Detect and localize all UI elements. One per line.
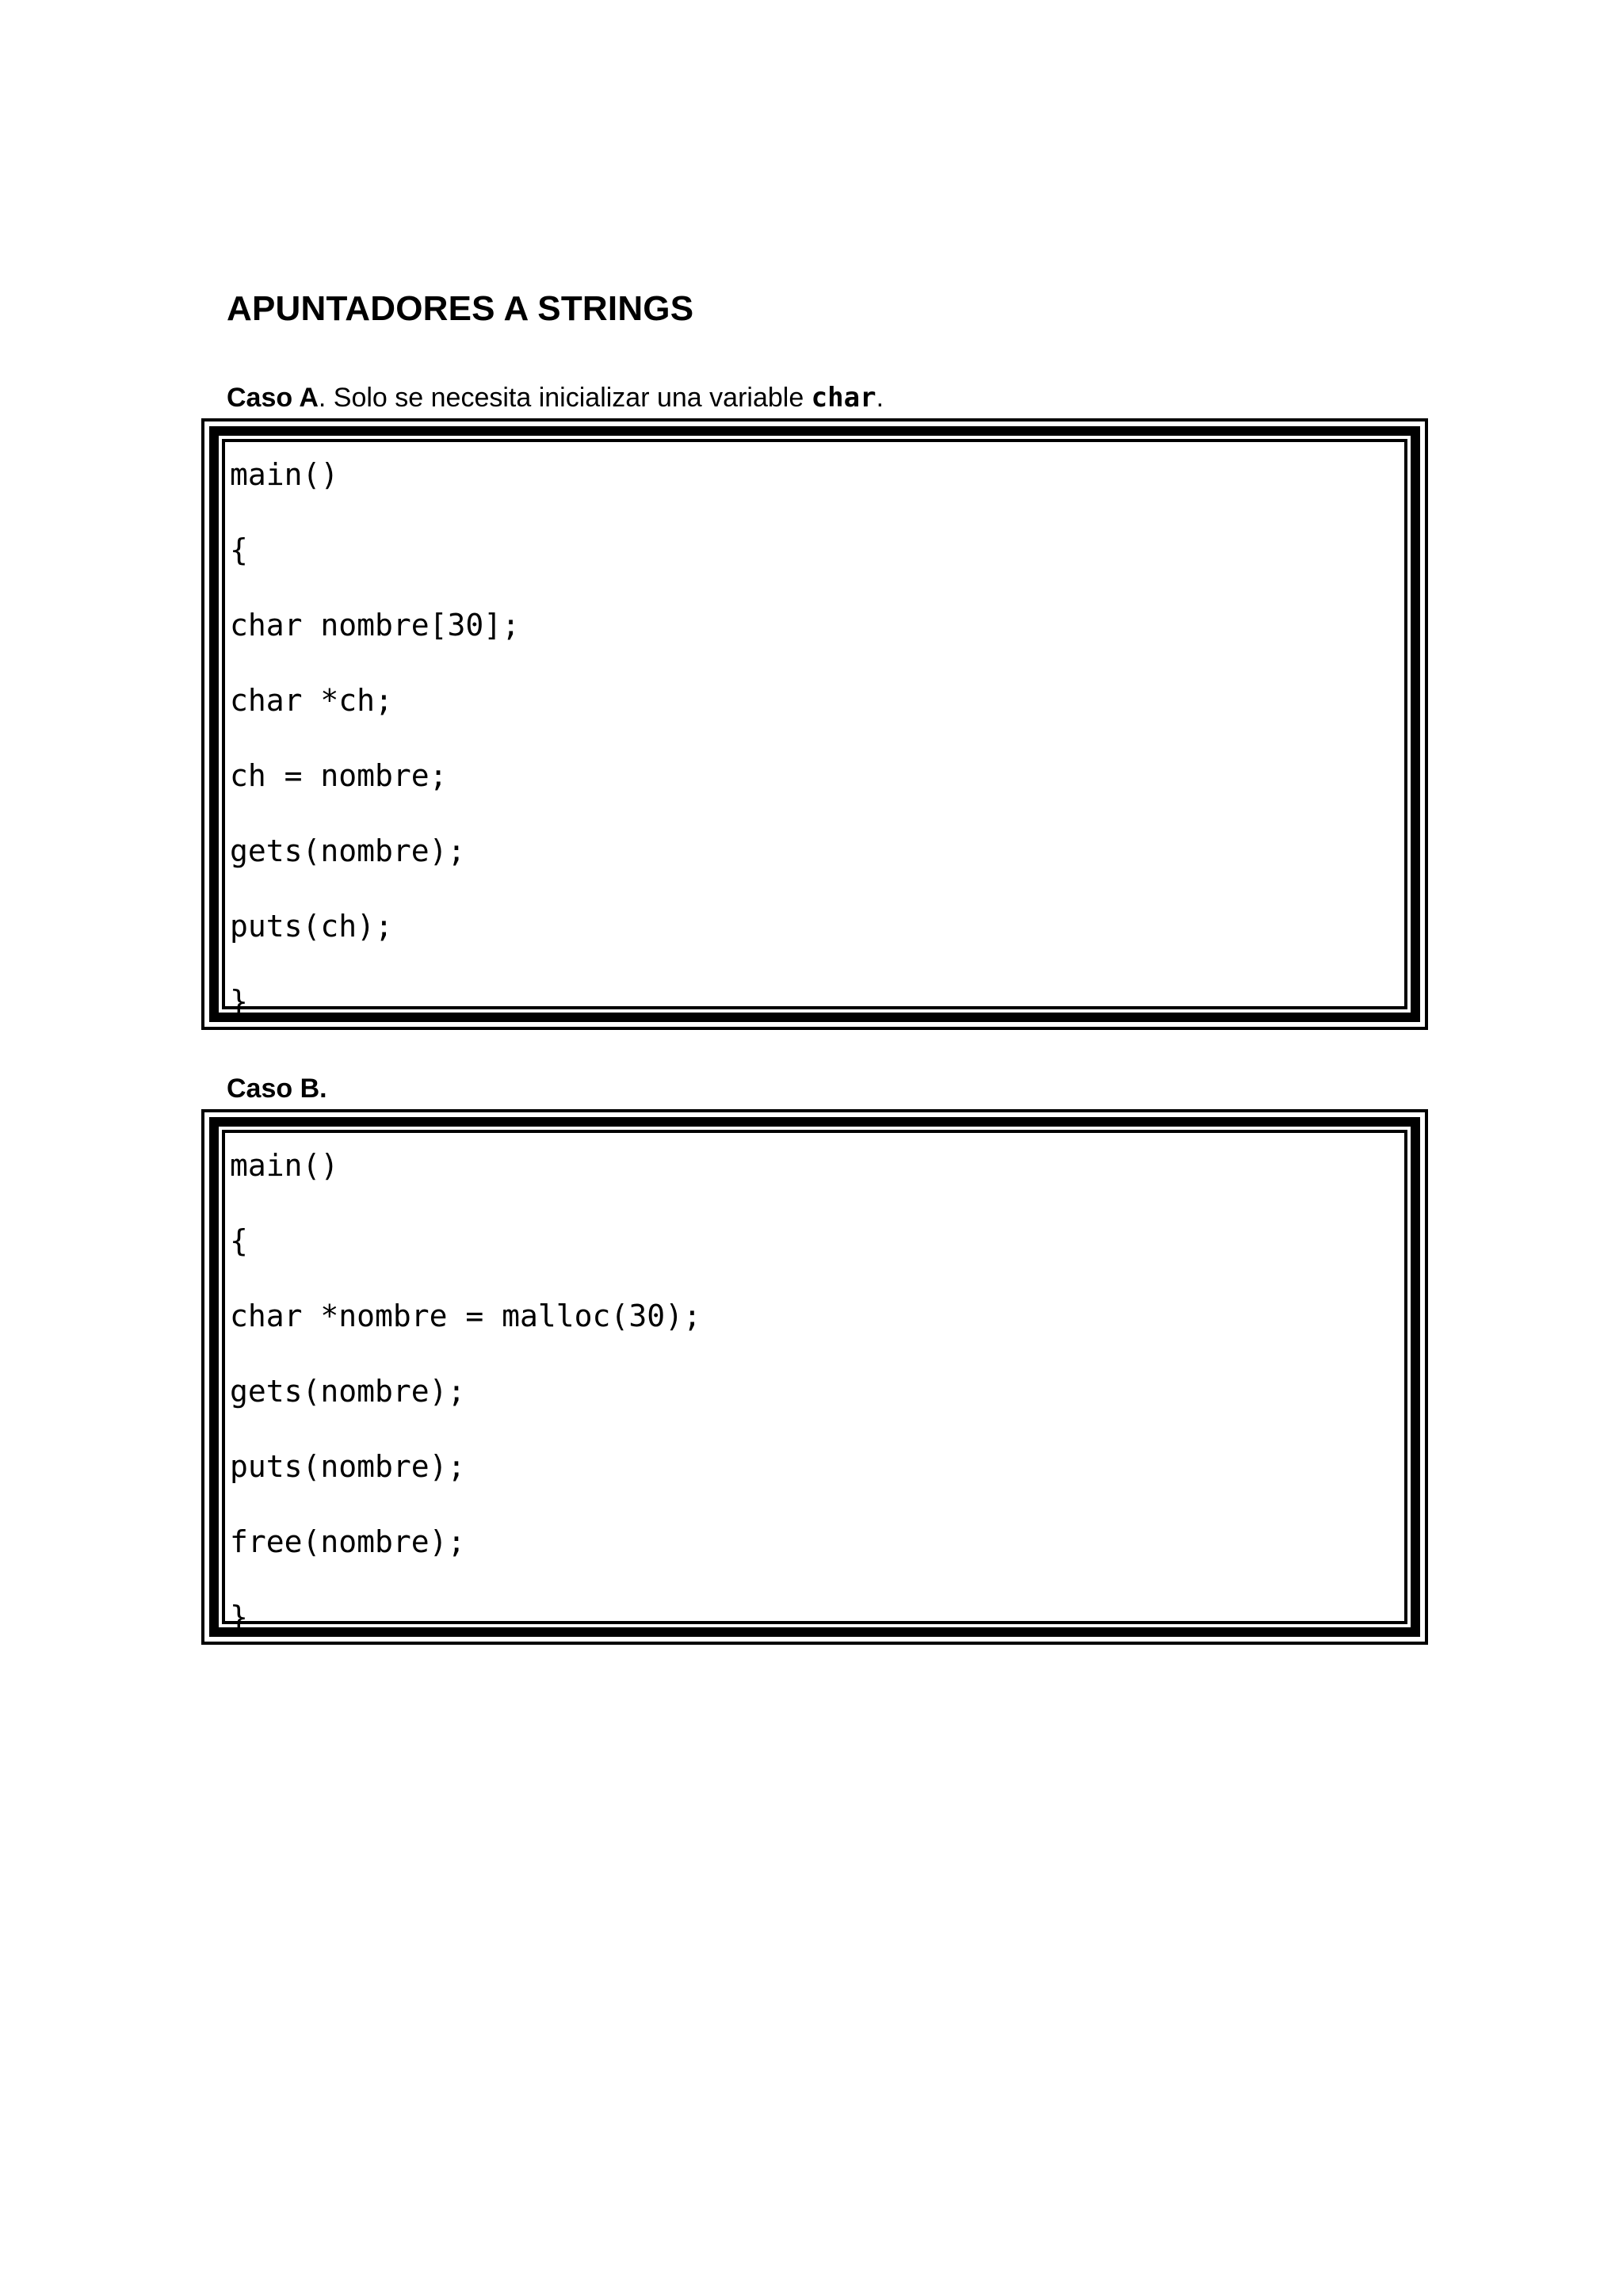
- case-a-end-punct: .: [876, 383, 884, 413]
- code-line: main(): [230, 1148, 339, 1183]
- code-line: {: [230, 532, 248, 567]
- code-line: puts(nombre);: [230, 1449, 466, 1484]
- code-line: char *ch;: [230, 683, 393, 718]
- case-a-keyword: char: [811, 382, 876, 414]
- code-line: puts(ch);: [230, 909, 393, 944]
- code-line: ch = nombre;: [230, 758, 448, 793]
- code-line: char *nombre = malloc(30);: [230, 1299, 701, 1333]
- code-line: main(): [230, 457, 339, 492]
- case-a-description: . Solo se necesita inicializar una variable: [318, 383, 812, 413]
- code-line: free(nombre);: [230, 1524, 466, 1559]
- case-b-heading: [227, 1073, 327, 1105]
- case-b-code: [230, 1128, 701, 1655]
- code-line: char nombre[30];: [230, 608, 521, 643]
- code-line: gets(nombre);: [230, 833, 466, 868]
- case-b-label: Caso B.: [227, 1074, 327, 1104]
- code-line: {: [230, 1223, 248, 1258]
- page-title: APUNTADORES A STRINGS: [227, 289, 694, 328]
- case-a-heading: [227, 382, 884, 414]
- code-line: }: [230, 1600, 248, 1634]
- case-a-code-box: [201, 418, 1428, 1030]
- case-a-code: [230, 437, 520, 1039]
- code-line: }: [230, 984, 248, 1019]
- case-b-code-box: [201, 1109, 1428, 1645]
- code-line: gets(nombre);: [230, 1374, 466, 1409]
- case-a-label: Caso A: [227, 383, 319, 413]
